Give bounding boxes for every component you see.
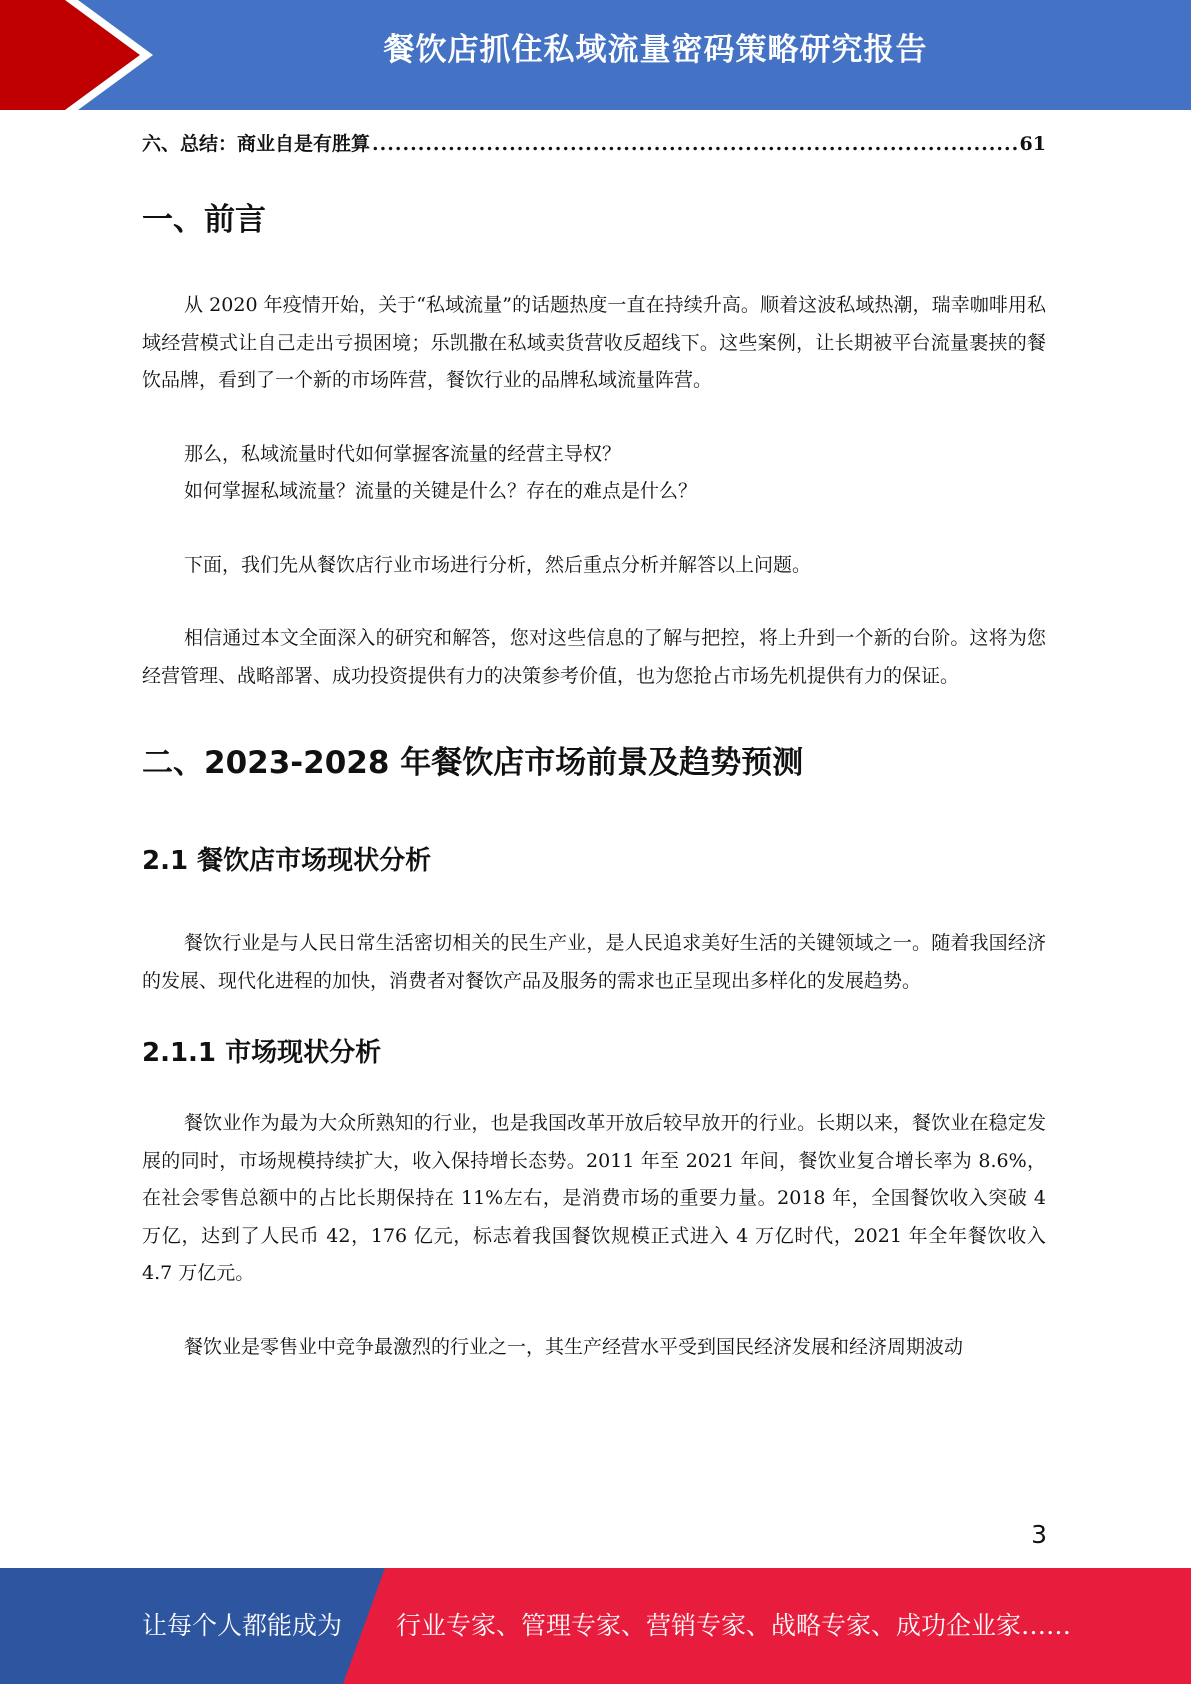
subsection-heading-2-1-1: 2.1.1 市场现状分析 [142, 1038, 382, 1068]
paragraph: 如何掌握私域流量？流量的关键是什么？存在的难点是什么？ [184, 480, 698, 502]
toc-entry-page: 61 [1019, 133, 1046, 155]
toc-leader-dots [372, 128, 1018, 160]
page-header [0, 0, 1191, 110]
page-number: 3 [1031, 1520, 1047, 1549]
paragraph: 从 2020 年疫情开始，关于“私域流量”的话题热度一直在持续升高。顺着这波私域热潮，瑞幸咖啡用私域经营模式让自己走出亏损困境；乐凯撒在私域卖货营收反超线下。这些案例，让长期被平台流量裹挟的餐饮品牌，看到了一个新的市场阵营，餐饮行业的品牌私域流量阵营。 [142, 294, 1046, 391]
footer-slogan-right: 行业专家、管理专家、营销专家、战略专家、成功企业家…… [396, 1611, 1072, 1640]
section-heading-preface: 一、前言 [142, 202, 266, 238]
header-arrow-decoration [0, 0, 160, 110]
paragraph: 餐饮业是零售业中竞争最激烈的行业之一，其生产经营水平受到国民经济发展和经济周期波动 [184, 1335, 964, 1358]
report-title: 餐饮店抓住私域流量密码策略研究报告 [383, 32, 928, 68]
paragraph: 下面，我们先从餐饮店行业市场进行分析，然后重点分析并解答以上问题。 [184, 553, 812, 576]
section-heading-market-forecast: 二、2023-2028 年餐饮店市场前景及趋势预测 [142, 745, 804, 781]
paragraph: 餐饮业作为最为大众所熟知的行业，也是我国改革开放后较早放开的行业。长期以来，餐饮业在稳定发展的同时，市场规模持续扩大，收入保持增长态势。2011 年至 2021 年间，餐饮业复合增长率为 8.6%，在社会零售总额中的占比长期保持在 11%左右，是消费市场的重要力量。2018 年，全国餐饮收入突破 4 万亿，达到了人民币 42，176 亿元，标志着我国餐饮规模正式进入 4 万亿时代，2021 年全年餐饮收入 4.7 万亿元。 [142, 1112, 1046, 1284]
page-footer [0, 1568, 1191, 1684]
document-body [142, 128, 1046, 1366]
subsection-heading-2-1: 2.1 餐饮店市场现状分析 [142, 846, 432, 876]
toc-entry[interactable] [142, 128, 1046, 160]
footer-slogan-left: 让每个人都能成为 [142, 1611, 343, 1640]
paragraph: 相信通过本文全面深入的研究和解答，您对这些信息的了解与把控，将上升到一个新的台阶。这将为您经营管理、战略部署、成功投资提供有力的决策参考价值，也为您抢占市场先机提供有力的保证。 [142, 627, 1046, 687]
toc-entry-label: 六、总结：商业自是有胜算 [142, 133, 371, 155]
paragraph: 那么，私域流量时代如何掌握客流量的经营主导权？ [184, 442, 622, 465]
paragraph: 餐饮行业是与人民日常生活密切相关的民生产业，是人民追求美好生活的关键领域之一。随着我国经济的发展、现代化进程的加快，消费者对餐饮产品及服务的需求也正呈现出多样化的发展趋势。 [142, 932, 1046, 992]
